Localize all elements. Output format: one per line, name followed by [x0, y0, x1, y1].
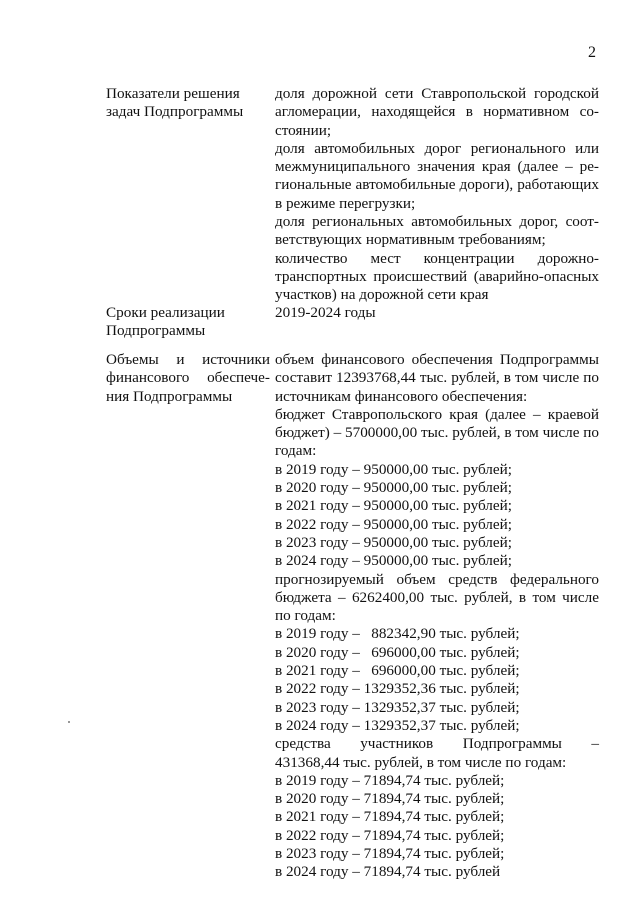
indicator-line: количество мест концентрации дорожно- [275, 249, 599, 267]
indicator-line: доля автомобильных дорог регионального или межмуниципального значения края (далее – ре- [275, 139, 599, 176]
indicators-value [275, 85, 599, 305]
finance-value [275, 351, 599, 882]
year-line: в 2023 году – 71894,74 тыс. рублей; [275, 845, 505, 863]
finance-total: объем финансового обеспечения Подпрограммы составит 12393768,44 тыс. рублей, в том числе по источникам финансового обеспечения: [275, 351, 599, 405]
regional-budget-years [275, 461, 599, 571]
year-line: в 2019 году – 882342,90 тыс. рублей; [275, 625, 520, 643]
year-line: в 2019 году – 71894,74 тыс. рублей; [275, 771, 505, 789]
scan-speck [68, 721, 70, 723]
year-line: в 2020 году – 696000,00 тыс. рублей; [275, 643, 520, 661]
terms-value: 2019-2024 годы [275, 304, 376, 321]
finance-label: Объемы и источники финансового обеспече-ния Подпрограммы [106, 351, 270, 405]
year-line: в 2020 году – 950000,00 тыс. рублей; [275, 479, 512, 497]
federal-budget-intro: прогнозируемый объем средств федерального бюджета – 6262400,00 тыс. рублей, в том числе по годам: [275, 570, 599, 625]
year-line: в 2021 году – 71894,74 тыс. рублей; [275, 808, 505, 826]
indicator-line: транспортных происшествий (аварийно-опасных участков) на дорожной сети края [275, 267, 599, 304]
year-line: в 2020 году – 71894,74 тыс. рублей; [275, 790, 505, 808]
indicator-line: доля региональных автомобильных дорог, соот- [275, 213, 599, 231]
page-number: 2 [588, 44, 596, 61]
year-line: в 2023 году – 1329352,37 тыс. рублей; [275, 698, 520, 716]
participants-intro-continued: 431368,44 тыс. рублей, в том числе по годам: [275, 753, 567, 771]
year-line: в 2024 году – 1329352,37 тыс. рублей; [275, 716, 520, 734]
year-line: в 2024 году – 950000,00 тыс. рублей; [275, 552, 512, 570]
year-line: в 2021 году – 696000,00 тыс. рублей; [275, 662, 520, 680]
participants-intro: средства участников Подпрограммы – [275, 735, 599, 753]
year-line: в 2019 году – 950000,00 тыс. рублей; [275, 460, 512, 478]
indicator-line: ветствующих нормативным требованиям; [275, 231, 546, 249]
year-line: в 2023 году – 950000,00 тыс. рублей; [275, 533, 512, 551]
year-line: в 2021 году – 950000,00 тыс. рублей; [275, 497, 512, 515]
indicators-label: Показатели решения задач Подпрограммы [106, 85, 244, 121]
federal-budget-years [275, 625, 599, 735]
year-line: в 2022 году – 950000,00 тыс. рублей; [275, 515, 512, 533]
participants-years [275, 772, 599, 882]
indicator-line: стоянии; [275, 121, 332, 139]
year-line: в 2024 году – 71894,74 тыс. рублей [275, 863, 501, 881]
indicator-line: доля дорожной сети Ставропольской городской агломерации, находящейся в нормативном со- [275, 85, 599, 121]
year-line: в 2022 году – 1329352,36 тыс. рублей; [275, 680, 520, 698]
regional-budget-intro: бюджет Ставропольского края (далее – краевой бюджет) – 5700000,00 тыс. рублей, в том числе по годам: [275, 405, 599, 460]
terms-label: Сроки реализации Подпрограммы [106, 304, 225, 340]
indicator-line: гиональные автомобильные дороги), работающих в режиме перегрузки; [275, 176, 599, 212]
year-line: в 2022 году – 71894,74 тыс. рублей; [275, 826, 505, 844]
